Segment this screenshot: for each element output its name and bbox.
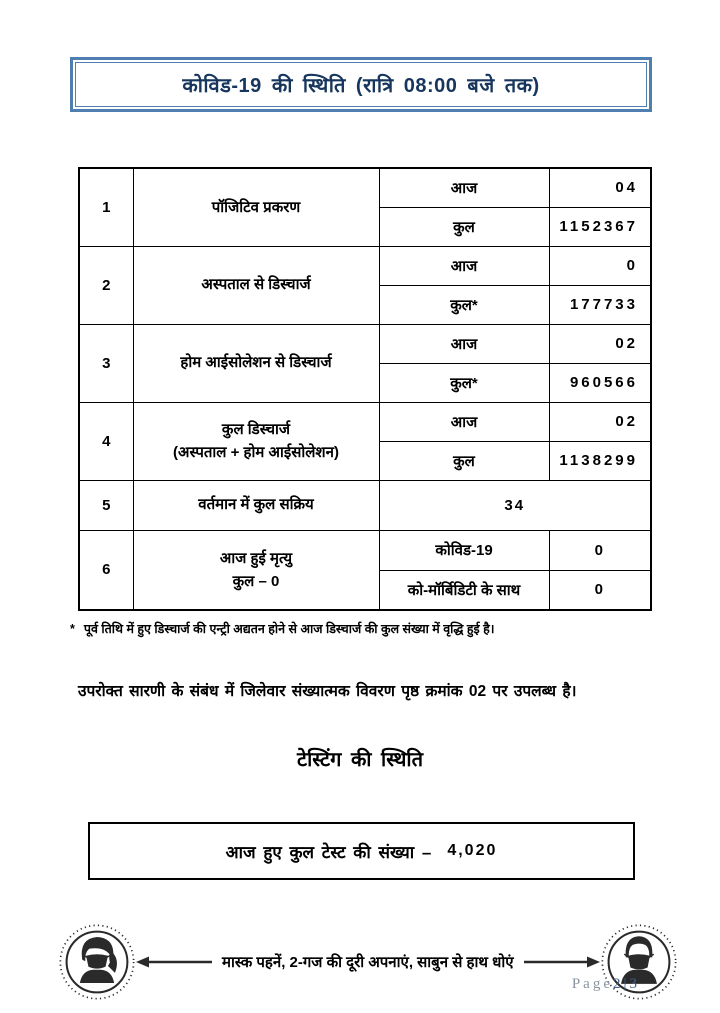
row1-label-today: आज	[379, 168, 549, 207]
row6-label-covid: कोविड-19	[379, 530, 549, 570]
row1-description	[133, 168, 379, 246]
row3-description	[133, 324, 379, 402]
district-note: उपरोक्त सारणी के संबंध में जिलेवार संख्यात्मक विवरण पृष्ठ क्रमांक 02 पर उपलब्ध है।	[78, 683, 577, 700]
row4-desc-line2: (अस्पताल + होम आईसोलेशन)	[173, 444, 339, 461]
row4-description	[133, 402, 379, 480]
total-tests-box	[88, 822, 635, 880]
page-number	[572, 976, 640, 993]
table-row	[79, 530, 651, 570]
row5-description: वर्तमान में कुल सक्रिय	[133, 480, 379, 530]
page-number-label: Page	[571, 976, 613, 992]
page-title: कोविड-19 की स्थिति (रात्रि 08:00 बजे तक)	[182, 75, 540, 97]
row4-label-today: आज	[379, 402, 549, 441]
table-row	[79, 246, 651, 285]
title-box-inner	[75, 62, 647, 107]
title-box	[70, 57, 652, 112]
row1-label-total: कुल	[379, 207, 549, 246]
row1-value-total: 1152367	[549, 207, 651, 246]
row6-value-comorbidity: 0	[549, 570, 651, 610]
table-row	[79, 480, 651, 530]
row2-desc-line1: अस्पताल से डिस्चार्ज	[201, 276, 311, 294]
row6-desc-line2: कुल – 0	[232, 572, 280, 590]
footnote	[70, 620, 655, 637]
row4-serial: 4	[79, 402, 133, 480]
footnote-asterisk: *	[70, 622, 75, 636]
table-row	[79, 402, 651, 441]
total-tests-label: आज हुए कुल टेस्ट की संख्या –	[225, 842, 432, 862]
row3-label-total: कुल*	[379, 363, 549, 402]
row4-label-total: कुल	[379, 441, 549, 480]
row2-label-today: आज	[379, 246, 549, 285]
row5-serial: 5	[79, 480, 133, 530]
table-row	[79, 324, 651, 363]
row4-value-today: 02	[549, 402, 651, 441]
footer-message-group	[136, 952, 600, 972]
row6-description	[133, 530, 379, 610]
testing-section-heading: टेस्टिंग की स्थिति	[297, 749, 423, 771]
row3-label-today: आज	[379, 324, 549, 363]
footer-message: मास्क पहनें, 2-गज की दूरी अपनाएं, साबुन से हाथ धोएं	[222, 954, 514, 971]
masked-woman-icon	[58, 923, 136, 1001]
total-tests-value: 4,020	[447, 842, 498, 859]
row4-desc-line1: कुल डिस्चार्ज	[221, 420, 291, 438]
row3-serial: 3	[79, 324, 133, 402]
footnote-text: पूर्व तिथि में हुए डिस्चार्ज की एन्ट्री अद्यतन होने से आज डिस्चार्ज की कुल संख्या में वृद्धि हुई है।	[83, 622, 495, 636]
row2-value-today: 0	[549, 246, 651, 285]
row2-label-total: कुल*	[379, 285, 549, 324]
row6-serial: 6	[79, 530, 133, 610]
row3-value-total: 960566	[549, 363, 651, 402]
row6-label-comorbidity: को-मॉर्बिडिटी के साथ	[379, 570, 549, 610]
row3-value-today: 02	[549, 324, 651, 363]
row6-value-covid: 0	[549, 530, 651, 570]
row6-desc-line1: आज हुई मृत्यु	[219, 549, 293, 567]
table-row	[79, 168, 651, 207]
row2-serial: 2	[79, 246, 133, 324]
covid-status-table	[78, 167, 652, 611]
row1-serial: 1	[79, 168, 133, 246]
row1-value-today: 04	[549, 168, 651, 207]
page-number-value: 2|3	[612, 976, 640, 992]
row1-desc-line1: पॉजिटिव प्रकरण	[211, 198, 301, 216]
row4-value-total: 1138299	[549, 441, 651, 480]
row2-value-total: 177733	[549, 285, 651, 324]
row2-description	[133, 246, 379, 324]
left-arrow-icon	[136, 955, 214, 969]
row5-active-count: 34	[379, 480, 651, 530]
row3-desc-line1: होम आईसोलेशन से डिस्चार्ज	[180, 354, 332, 372]
right-arrow-icon	[522, 955, 600, 969]
